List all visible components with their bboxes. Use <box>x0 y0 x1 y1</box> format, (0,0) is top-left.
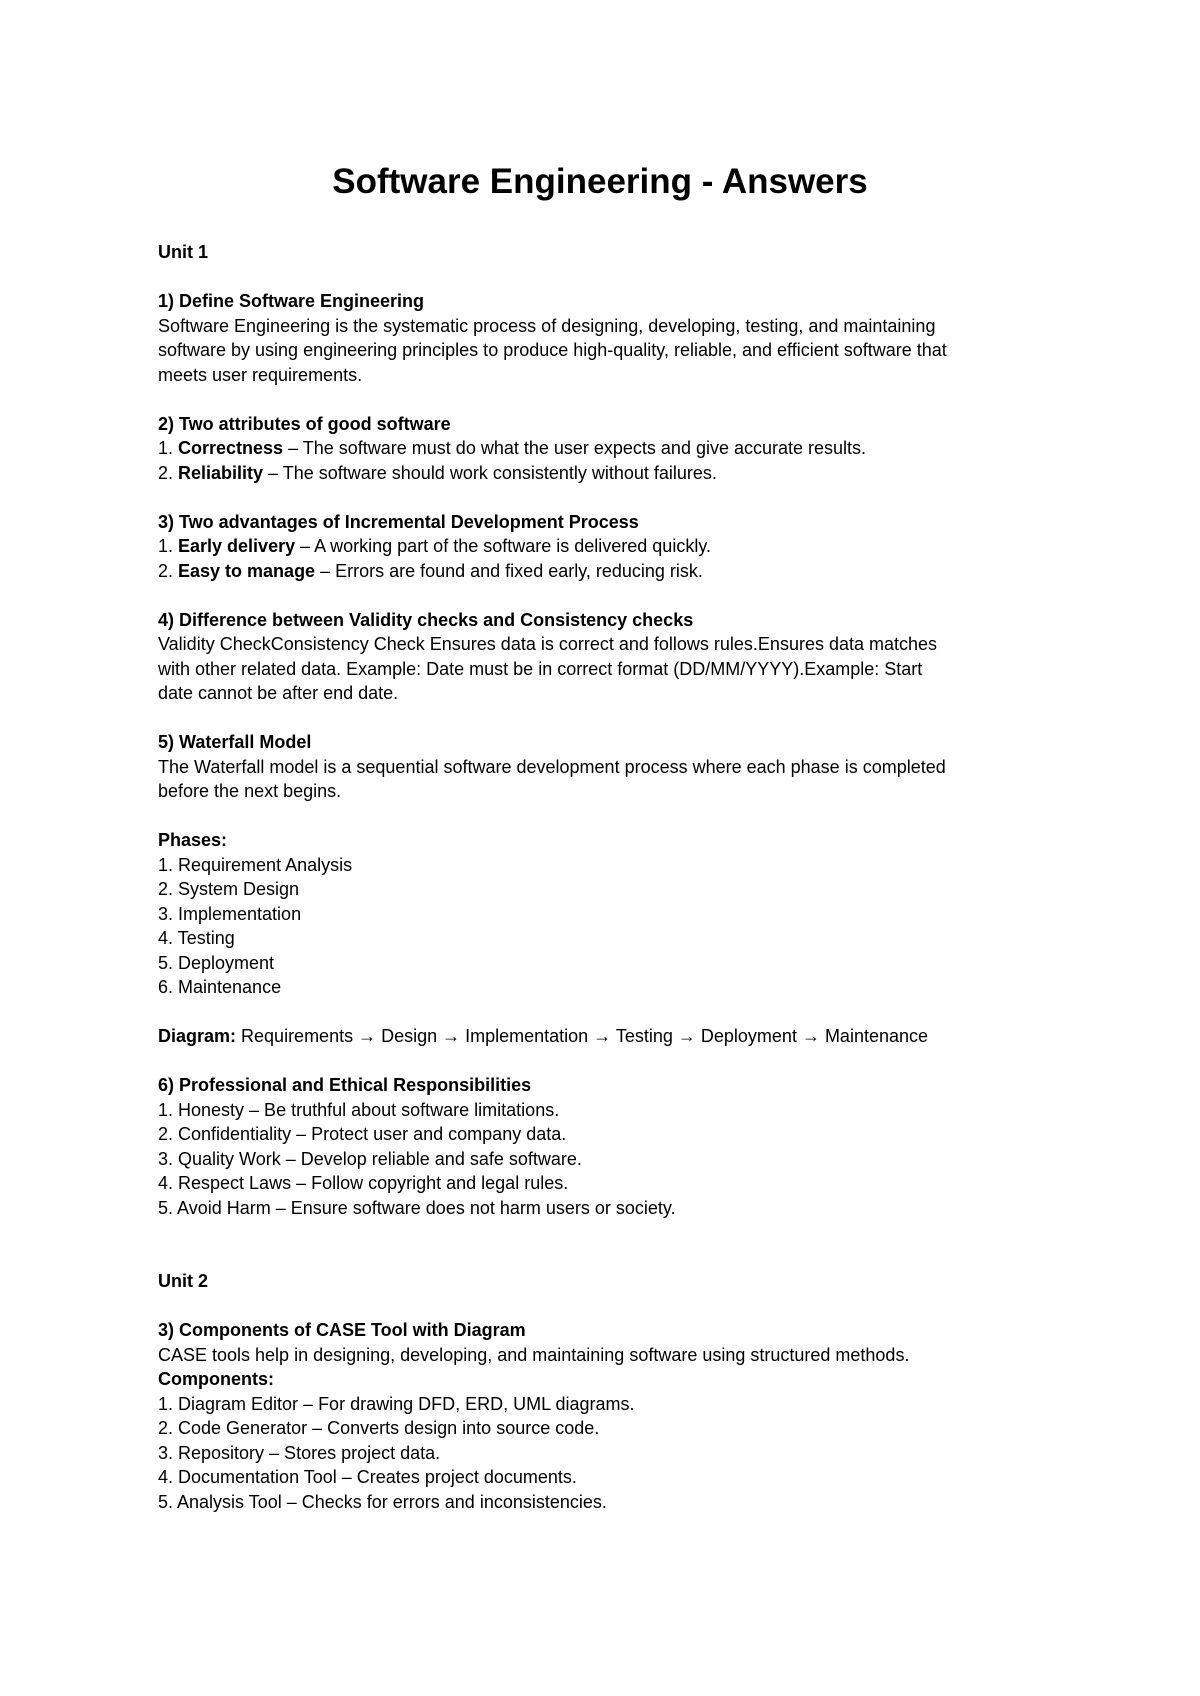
item-description: – Errors are found and fixed early, reducing risk. <box>315 560 703 581</box>
paragraph-line: Validity CheckConsistency Check Ensures data is correct and follows rules.Ensures data matches <box>158 634 938 654</box>
section-heading: 6) Professional and Ethical Responsibilities <box>158 1075 532 1095</box>
item-term: Reliability <box>178 462 264 483</box>
list-item: 1. Honesty – Be truthful about software limitations. <box>158 1099 560 1120</box>
paragraph-line: software by using engineering principles to produce high-quality, reliable, and efficient software that <box>158 340 947 360</box>
paragraph-line: meets user requirements. <box>158 364 363 385</box>
section-heading: 1) Define Software Engineering <box>158 291 425 311</box>
phase-item: 3. Implementation <box>158 903 302 924</box>
list-item <box>158 436 1058 461</box>
list-item: 3. Repository – Stores project data. <box>158 1442 441 1463</box>
phase-item: 2. System Design <box>158 879 300 899</box>
paragraph-line: Software Engineering is the systematic process of designing, developing, testing, and maintaining <box>158 315 936 336</box>
section-heading: 5) Waterfall Model <box>158 732 312 752</box>
item-term: Easy to manage <box>178 560 316 581</box>
section-q2 <box>158 412 1058 486</box>
item-description: – A working part of the software is delivered quickly. <box>295 536 711 556</box>
paragraph-line: with other related data. Example: Date must be in correct format (DD/MM/YYYY).Example: Start <box>158 658 923 679</box>
item-term: Correctness <box>178 438 284 458</box>
list-item <box>158 461 1058 486</box>
list-item: 4. Documentation Tool – Creates project documents. <box>158 1467 577 1487</box>
list-item: 3. Quality Work – Develop reliable and safe software. <box>158 1148 582 1169</box>
phase-item: 6. Maintenance <box>158 977 282 997</box>
phase-item: 1. Requirement Analysis <box>158 854 353 875</box>
paragraph-line: date cannot be after end date. <box>158 683 399 703</box>
section-heading: 2) Two attributes of good software <box>158 413 451 434</box>
section-heading: 3) Two advantages of Incremental Development Process <box>158 511 639 532</box>
page-title: Software Engineering - Answers <box>332 162 868 201</box>
section-q5 <box>158 730 1058 1049</box>
diagram-flow: Requirements → Design → Implementation → Testing → Deployment → Maintenance <box>236 1026 929 1046</box>
item-description: – The software should work consistently without failures. <box>263 462 717 483</box>
list-item <box>158 559 1058 584</box>
paragraph-line: The Waterfall model is a sequential software development process where each phase is completed <box>158 756 946 777</box>
list-item: 4. Respect Laws – Follow copyright and legal rules. <box>158 1173 569 1193</box>
phase-item: 5. Deployment <box>158 952 275 973</box>
document-body <box>158 240 1058 1514</box>
list-item: 5. Analysis Tool – Checks for errors and inconsistencies. <box>158 1491 607 1512</box>
section-q6 <box>158 1073 1058 1220</box>
item-number: 1. <box>158 536 179 556</box>
item-description: – The software must do what the user expects and give accurate results. <box>283 438 867 458</box>
section-q4 <box>158 608 1058 706</box>
diagram-line <box>158 1024 1058 1049</box>
list-item <box>158 534 1058 559</box>
item-term: Early delivery <box>178 536 296 556</box>
list-item: 2. Confidentiality – Protect user and company data. <box>158 1124 567 1144</box>
paragraph-line: before the next begins. <box>158 781 342 801</box>
diagram-label: Diagram: <box>158 1026 237 1046</box>
section-heading: 3) Components of CASE Tool with Diagram <box>158 1320 526 1340</box>
paragraph-line: CASE tools help in designing, developing, and maintaining software using structured methods. <box>158 1344 910 1365</box>
item-number: 2. <box>158 560 179 581</box>
list-item: 5. Avoid Harm – Ensure software does not harm users or society. <box>158 1197 676 1218</box>
components-label: Components: <box>158 1369 274 1389</box>
phase-item: 4. Testing <box>158 928 235 948</box>
item-number: 1. <box>158 438 179 458</box>
list-item: 1. Diagram Editor – For drawing DFD, ERD, UML diagrams. <box>158 1393 635 1414</box>
item-number: 2. <box>158 462 179 483</box>
section-heading: 4) Difference between Validity checks and Consistency checks <box>158 609 694 630</box>
phases-label: Phases: <box>158 830 228 850</box>
list-item: 2. Code Generator – Converts design into source code. <box>158 1418 600 1438</box>
unit-heading: Unit 2 <box>158 1271 209 1291</box>
section-u2-q3 <box>158 1318 1058 1514</box>
section-q3 <box>158 510 1058 584</box>
unit-heading: Unit 1 <box>158 242 209 262</box>
section-q1 <box>158 289 1058 387</box>
